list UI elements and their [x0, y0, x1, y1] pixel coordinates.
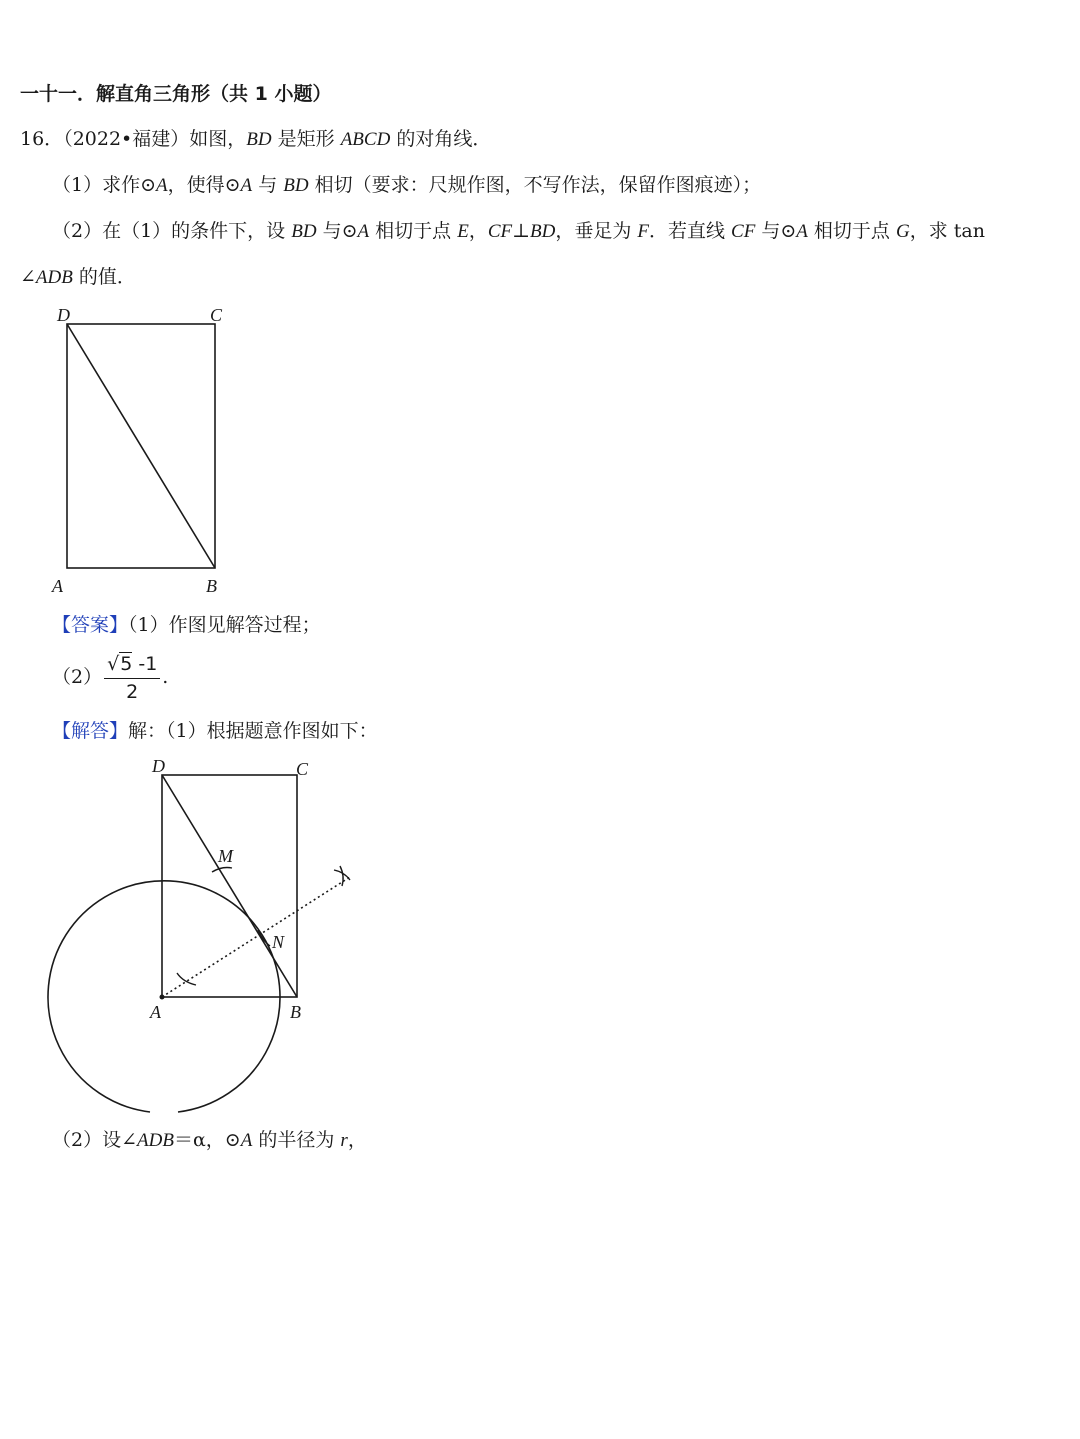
label-n: N	[272, 932, 285, 952]
answer-fraction: $\frac{√5 -1}{2}$	[104, 651, 160, 705]
problem-number: 16．	[20, 128, 64, 150]
label-c-2: C	[296, 759, 309, 779]
label-c: C	[210, 305, 223, 325]
answer-line-1: 【答案】（1）作图见解答过程；	[52, 614, 321, 636]
problem-source: （2022•福建）	[63, 128, 190, 150]
problem-part-2: （2）在（1）的条件下，设 BD 与⊙A 相切于点 E，CF⊥BD，垂足为 F．若直线 CF 与⊙A 相切于点 G，求 tan	[52, 220, 985, 242]
problem-statement: 16．（2022•福建）如图，BD 是矩形 ABCD 的对角线．	[20, 128, 492, 150]
label-a: A	[52, 576, 63, 596]
label-a-2: A	[150, 1002, 161, 1022]
label-d: D	[57, 305, 70, 325]
section-heading: 一十一．解直角三角形（共 1 小题）	[20, 83, 332, 105]
label-m: M	[218, 846, 233, 866]
label-b-2: B	[290, 1002, 301, 1022]
perpendicular-dotted-line	[162, 877, 350, 997]
solution-tag: 【解答】	[52, 720, 129, 742]
sqrt-symbol: √5	[107, 653, 133, 675]
label-b: B	[206, 576, 217, 596]
arc-mark-m	[212, 868, 232, 873]
solution-line-1: 【解答】解：（1）根据题意作图如下：	[52, 720, 378, 742]
arc-mark-lower	[177, 973, 196, 985]
problem-part-2-cont: ∠ADB 的值．	[20, 266, 136, 288]
answer-line-2: （2） $\frac{√5 -1}{2}$ .	[52, 653, 169, 703]
solution-line-2: （2）设∠ADB＝α，⊙A 的半径为 r，	[52, 1129, 367, 1151]
problem-part-1: （1）求作⊙A，使得⊙A 与 BD 相切（要求：尺规作图，不写作法，保留作图痕迹）；	[52, 174, 762, 196]
diagonal-bd-2	[162, 775, 297, 997]
point-a	[160, 995, 165, 1000]
label-d-2: D	[152, 756, 165, 776]
answer-tag: 【答案】	[52, 614, 129, 636]
